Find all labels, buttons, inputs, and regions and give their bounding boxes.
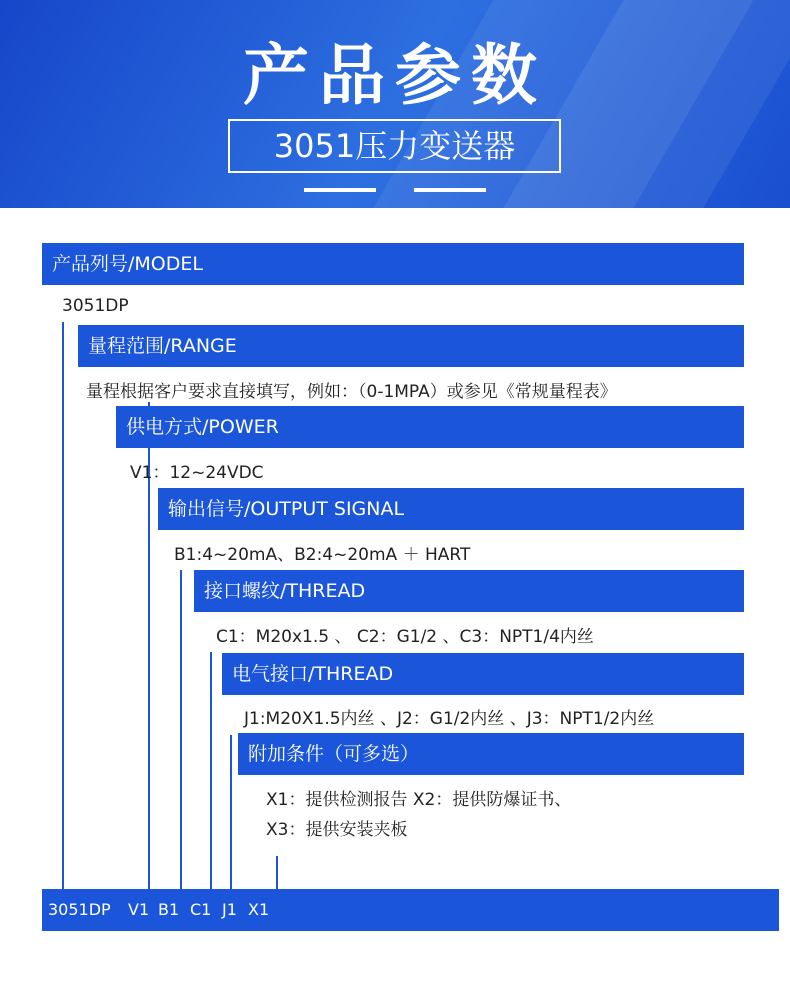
connector-line — [180, 570, 182, 889]
section-power-bar: 供电方式/POWER — [116, 406, 744, 448]
header-banner — [0, 0, 790, 208]
section-range-bar: 量程范围/RANGE — [78, 325, 744, 367]
connector-line — [62, 322, 64, 889]
header-divider — [304, 188, 376, 192]
section-thread-bar: 接口螺纹/THREAD — [194, 570, 744, 612]
code-output: B1 — [158, 900, 180, 919]
section-thread-value: C1：M20x1.5 、 C2：G1/2 、C3：NPT1/4内丝 — [216, 627, 594, 647]
section-options-value-2: X3：提供安装夹板 — [266, 820, 408, 840]
section-options-bar: 附加条件（可多选） — [238, 733, 744, 775]
connector-line — [230, 735, 232, 889]
code-electrical: J1 — [222, 900, 237, 919]
code-power: V1 — [128, 900, 150, 919]
section-options-value: X1：提供检测报告 X2：提供防爆证书、 — [266, 790, 572, 810]
section-model-value: 3051DP — [62, 296, 129, 316]
section-electrical-bar: 电气接口/THREAD — [222, 653, 744, 695]
section-electrical-value: J1:M20X1.5内丝 、J2：G1/2内丝 、J3：NPT1/2内丝 — [244, 709, 655, 729]
product-subtitle: 3051压力变送器 — [228, 119, 561, 173]
section-power-value: V1：12~24VDC — [130, 463, 264, 483]
section-output-value: B1:4~20mA、B2:4~20mA ＋ HART — [174, 545, 471, 565]
connector-line — [210, 652, 212, 889]
header-divider — [414, 188, 486, 192]
code-options: X1 — [248, 900, 270, 919]
section-output-bar: 输出信号/OUTPUT SIGNAL — [158, 488, 744, 530]
section-range-value: 量程根据客户要求直接填写，例如：（0-1MPA）或参见《常规量程表》 — [86, 382, 617, 402]
page-title: 产品参数 — [243, 37, 547, 114]
code-thread: C1 — [190, 900, 212, 919]
connector-line — [276, 856, 278, 889]
model-code-bar — [42, 889, 779, 931]
code-model: 3051DP — [48, 900, 111, 919]
section-model-bar: 产品列号/MODEL — [42, 243, 744, 285]
